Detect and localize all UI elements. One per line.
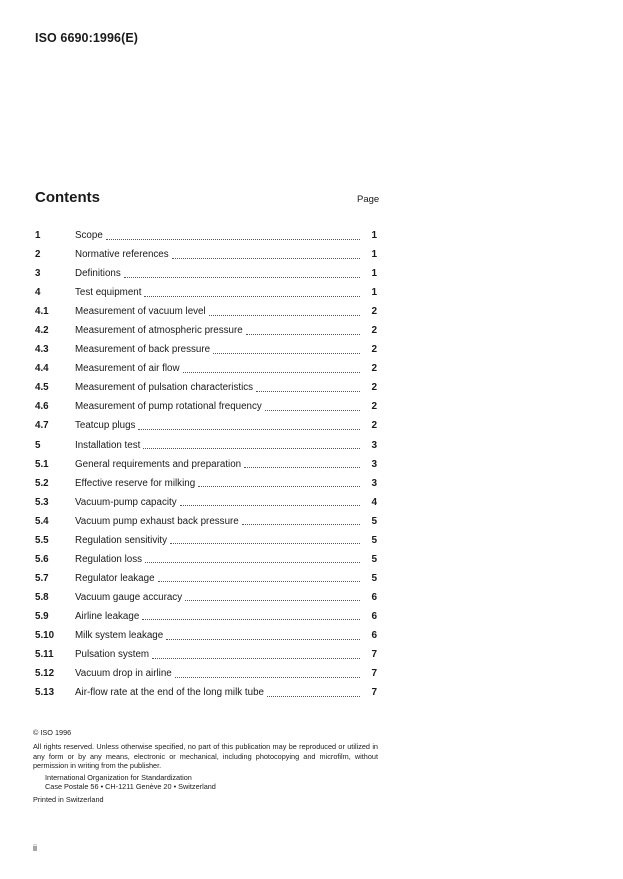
toc-entry-page: 2 — [371, 420, 377, 432]
toc-entry-page: 2 — [371, 344, 377, 356]
toc-entry-number: 5.2 — [35, 477, 49, 489]
toc-entry-number: 5.5 — [35, 534, 49, 546]
toc-entry[interactable] — [35, 416, 380, 435]
toc-entry-title-wrap — [75, 325, 360, 336]
toc-entry-title: Measurement of atmospheric pressure — [75, 325, 243, 337]
toc-entry-title: Test equipment — [75, 287, 142, 299]
toc-entry-title: Air-flow rate at the end of the long milk tube — [75, 687, 264, 699]
toc-entry[interactable] — [35, 626, 380, 645]
toc-entry-title: Measurement of pulsation characteristics — [75, 382, 254, 394]
toc-entry-title: Measurement of air flow — [75, 363, 180, 375]
toc-entry[interactable] — [35, 302, 380, 321]
toc-entry[interactable] — [35, 683, 380, 702]
toc-entry[interactable] — [35, 569, 380, 588]
dot-leader — [152, 657, 360, 659]
toc-entry-title-wrap — [75, 535, 360, 546]
toc-entry[interactable] — [35, 664, 380, 683]
toc-entry[interactable] — [35, 607, 380, 626]
toc-entry-page: 2 — [371, 401, 377, 413]
toc-entry-page: 5 — [371, 515, 377, 527]
toc-entry-number: 5.9 — [35, 610, 49, 622]
toc-entry-title: Pulsation system — [75, 649, 150, 661]
toc-entry[interactable] — [35, 645, 380, 664]
toc-entry-title-wrap — [75, 516, 360, 527]
toc-entry-page: 2 — [371, 363, 377, 375]
toc-entry[interactable] — [35, 512, 380, 531]
toc-entry-title-wrap — [75, 668, 360, 679]
toc-entry[interactable] — [35, 550, 380, 569]
toc-entry-page: 5 — [371, 534, 377, 546]
toc-entry[interactable] — [35, 321, 380, 340]
toc-entry-title: Measurement of pump rotational frequency — [75, 401, 262, 413]
dot-leader — [198, 485, 360, 487]
toc-entry-number: 4.1 — [35, 306, 49, 318]
toc-entry-page: 6 — [371, 591, 377, 603]
dot-leader — [183, 371, 360, 373]
toc-entry[interactable] — [35, 397, 380, 416]
toc-entry-page: 2 — [371, 382, 377, 394]
dot-leader — [138, 428, 360, 430]
toc-entry-number: 5.12 — [35, 668, 55, 680]
toc-entry-title: Regulation sensitivity — [75, 534, 168, 546]
toc-entry-title-wrap — [75, 382, 360, 393]
dot-leader — [143, 447, 360, 449]
toc-entry-number: 5.11 — [35, 649, 54, 661]
toc-entry-number: 4.2 — [35, 325, 49, 337]
toc-entry-title: Milk system leakage — [75, 630, 164, 641]
toc-entry[interactable] — [35, 474, 380, 493]
toc-entry-number: 5.8 — [35, 591, 49, 603]
toc-entry-page: 3 — [371, 458, 377, 470]
toc-entry-number: 5.3 — [35, 496, 49, 508]
dot-leader — [267, 695, 360, 697]
toc-entry[interactable] — [35, 588, 380, 607]
toc-entry-number: 5.4 — [35, 515, 49, 527]
toc-entry-number: 5.13 — [35, 687, 55, 699]
toc-entry-page: 6 — [371, 610, 377, 622]
dot-leader — [185, 599, 360, 601]
toc-entry[interactable] — [35, 531, 380, 550]
toc-entry-page: 2 — [371, 306, 377, 318]
toc-entry-page: 5 — [371, 553, 377, 565]
toc-entry-page: 1 — [371, 249, 377, 261]
toc-entry-title-wrap — [75, 649, 360, 660]
page-column-label: Page — [357, 194, 380, 205]
toc-entry-title-wrap — [75, 497, 360, 508]
toc-entry-page: 1 — [371, 287, 377, 299]
dot-leader — [106, 238, 360, 240]
toc-entry-title-wrap — [75, 573, 360, 584]
dot-leader — [209, 314, 360, 316]
toc-entry-title-wrap — [75, 630, 360, 641]
copyright-block — [33, 728, 378, 804]
toc-entry-page: 7 — [371, 668, 377, 680]
toc-entry[interactable] — [35, 378, 380, 397]
contents-heading: Contents — [35, 189, 100, 206]
toc-entry-page: 7 — [371, 649, 377, 661]
toc-entry-page: 2 — [371, 325, 377, 337]
toc-entry-page: 5 — [371, 572, 377, 584]
toc-entry-title: Measurement of back pressure — [75, 344, 211, 356]
dot-leader — [124, 276, 360, 278]
document-id: ISO 6690:1996(E) — [35, 31, 139, 45]
toc-entry-page: 6 — [371, 630, 377, 641]
toc-entry[interactable] — [35, 436, 380, 455]
toc-entry-page: 3 — [371, 439, 377, 451]
dot-leader — [175, 676, 360, 678]
toc-entry-title-wrap — [75, 363, 360, 374]
toc-entry-title: Regulator leakage — [75, 572, 155, 584]
toc-entry-title-wrap — [75, 611, 360, 622]
dot-leader — [242, 523, 360, 525]
toc-entry-title: Effective reserve for milking — [75, 477, 196, 489]
toc-entry-title: Definitions — [75, 268, 121, 280]
toc-entry-page: 3 — [371, 477, 377, 489]
toc-entry[interactable] — [35, 340, 380, 359]
dot-leader — [145, 561, 360, 563]
dot-leader — [158, 580, 360, 582]
toc-entry[interactable] — [35, 226, 380, 245]
dot-leader — [172, 257, 360, 259]
toc-entry-title-wrap — [75, 478, 360, 489]
toc-entry-page: 7 — [371, 687, 377, 699]
dot-leader — [180, 504, 360, 506]
toc-entry-title: Vacuum-pump capacity — [75, 496, 177, 508]
printed-location: Printed in Switzerland — [33, 794, 104, 804]
toc-entry-title-wrap — [75, 687, 360, 698]
toc-entry-number: 5.7 — [35, 572, 49, 584]
toc-entry-number: 1 — [35, 230, 41, 242]
dot-leader — [244, 466, 360, 468]
toc-entry-page: 1 — [371, 230, 377, 242]
toc-entry[interactable] — [35, 245, 380, 264]
dot-leader — [166, 638, 360, 640]
dot-leader — [144, 295, 360, 297]
dot-leader — [265, 409, 360, 411]
toc-entry-title-wrap — [75, 459, 360, 470]
toc-entry-title-wrap — [75, 268, 360, 279]
toc-entry-title-wrap — [75, 420, 360, 431]
toc-entry-title-wrap — [75, 249, 360, 260]
toc-entry-title: Vacuum gauge accuracy — [75, 591, 183, 603]
dot-leader — [246, 333, 360, 335]
toc-entry-number: 4.6 — [35, 401, 49, 413]
toc-entry-number: 2 — [35, 249, 41, 261]
dot-leader — [170, 542, 360, 544]
dot-leader — [256, 390, 360, 392]
toc-entry[interactable] — [35, 264, 380, 283]
copyright-notice: © ISO 1996 — [33, 728, 72, 737]
toc-entry-title: General requirements and preparation — [75, 458, 242, 470]
dot-leader — [213, 352, 360, 354]
toc-entry-title-wrap — [75, 306, 360, 317]
toc-entry-number: 5.1 — [35, 458, 49, 470]
toc-entry-page: 4 — [371, 496, 377, 508]
toc-entry-number: 4 — [35, 287, 41, 299]
toc-entry-title: Scope — [75, 230, 103, 242]
toc-entry[interactable] — [35, 283, 380, 302]
organization-name: International Organization for Standardization — [45, 773, 192, 783]
toc-entry-title-wrap — [75, 440, 360, 451]
toc-entry-title-wrap — [75, 554, 360, 565]
toc-entry-title: Installation test — [75, 439, 141, 451]
toc-entry-number: 5.6 — [35, 553, 49, 565]
organization-address: Case Postale 56 • CH-1211 Genève 20 • Switzerland — [45, 782, 216, 792]
toc-entry-title: Measurement of vacuum level — [75, 306, 206, 318]
page-number: ii — [33, 843, 37, 853]
toc-entry-number: 4.5 — [35, 382, 49, 394]
toc-entry-title-wrap — [75, 287, 360, 298]
toc-entry-number: 4.4 — [35, 363, 49, 375]
toc-entry[interactable] — [35, 493, 380, 512]
table-of-contents — [35, 226, 380, 702]
toc-entry-title: Regulation loss — [75, 553, 142, 565]
toc-entry-title: Normative references — [75, 249, 169, 261]
rights-statement: All rights reserved. Unless otherwise specified, no part of this publication may be reproduced or utilized in any form or by any means, electronic or mechanical, including photocopying and microfilm, without permission in writing from the publisher. — [33, 742, 378, 770]
toc-entry-title-wrap — [75, 592, 360, 603]
toc-entry-number: 5.10 — [35, 630, 55, 641]
toc-entry-page: 1 — [371, 268, 377, 280]
toc-entry-title-wrap — [75, 401, 360, 412]
toc-entry-title: Vacuum pump exhaust back pressure — [75, 515, 239, 527]
toc-entry-number: 4.7 — [35, 420, 49, 432]
toc-entry-title: Vacuum drop in airline — [75, 668, 172, 680]
toc-entry-number: 4.3 — [35, 344, 49, 356]
toc-entry-number: 3 — [35, 268, 41, 280]
toc-entry[interactable] — [35, 359, 380, 378]
toc-entry-number: 5 — [35, 439, 41, 451]
toc-entry-title-wrap — [75, 344, 360, 355]
toc-entry-title: Teatcup plugs — [75, 420, 136, 432]
toc-entry-title: Airline leakage — [75, 610, 140, 622]
toc-entry[interactable] — [35, 455, 380, 474]
toc-entry-title-wrap — [75, 230, 360, 241]
dot-leader — [142, 618, 360, 620]
